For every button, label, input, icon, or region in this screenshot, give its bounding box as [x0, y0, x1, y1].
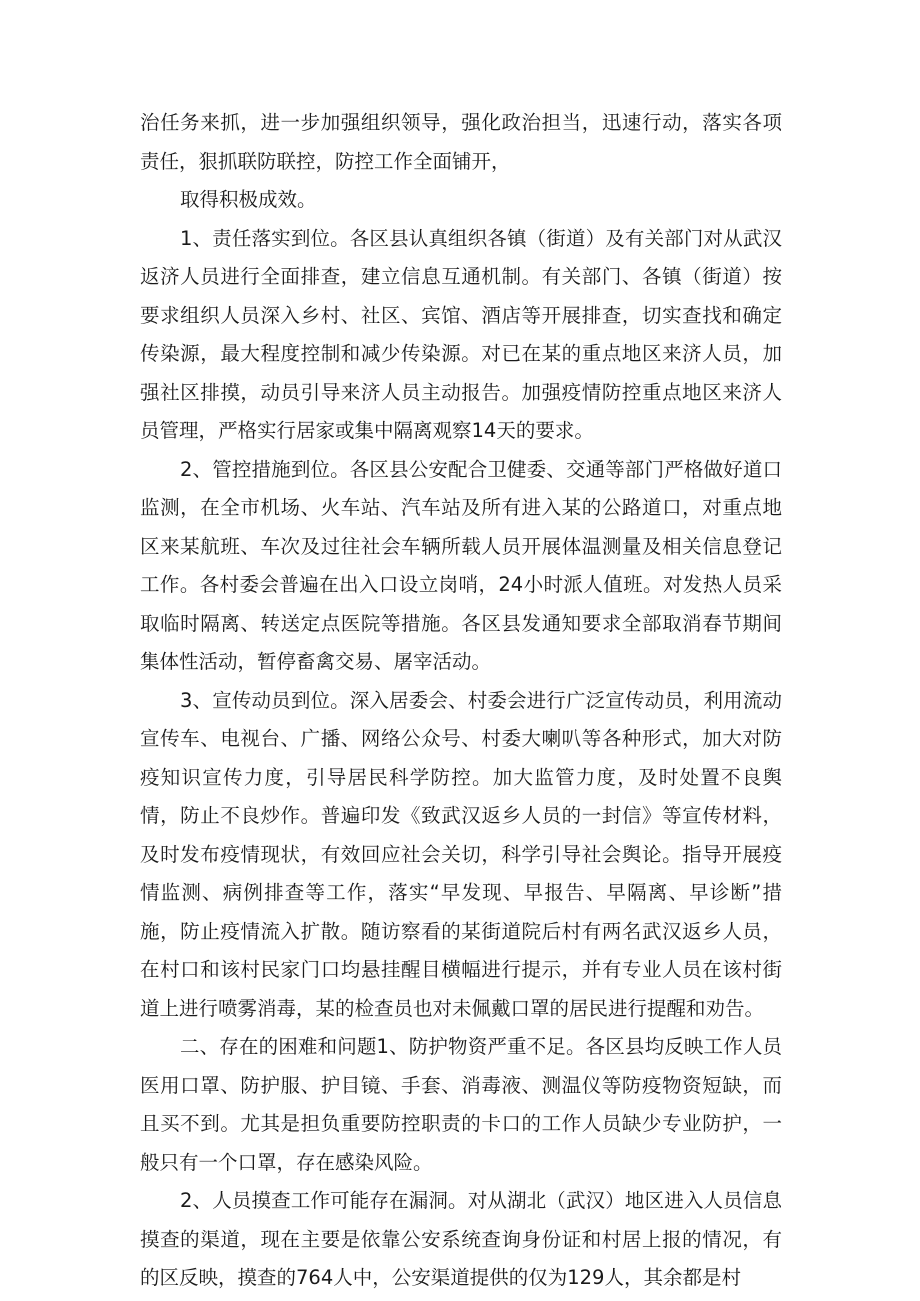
- paragraph-publicity: 3、宣传动员到位。深入居委会、村委会进行广泛宣传动员，利用流动宣传车、电视台、广播、网络公众号、村委大喇叭等各种形式，加大对防疫知识宣传力度，引导居民科学防控。加大监管力度，及时处置不良舆情，防止不良炒作。普遍印发《致武汉返乡人员的一封信》等宣传材料，及时发布疫情现状，有效回应社会关切，科学引导社会舆论。指导开展疫情监测、病例排查等工作，落实“早发现、早报告、早隔离、早诊断”措施，防止疫情流入扩散。随访察看的某街道院后村有两名武汉返乡人员，在村口和该村民家门口均悬挂醒目横幅进行提示，并有专业人员在该村街道上进行喷雾消毒，某的检查员也对未佩戴口罩的居民进行提醒和劝告。: [140, 688, 782, 1020]
- paragraph-personnel-check: 2、人员摸查工作可能存在漏洞。对从湖北（武汉）地区进入人员信息摸查的渠道，现在主要是依靠公安系统查询身份证和村居上报的情况，有的区反映，摸查的764人中，公安渠道提供的仅为129人，其余都是村: [140, 1189, 782, 1289]
- paragraph-difficulties: 二、存在的困难和问题1、防护物资严重不足。各区县均反映工作人员医用口罩、防护服、护目镜、手套、消毒液、测温仪等防疫物资短缺，而且买不到。尤其是担负重要防控职责的卡口的工作人员缺少专业防护，一般只有一个口罩，存在感染风险。: [140, 1035, 782, 1174]
- paragraph-results: 取得积极成效。: [180, 188, 317, 211]
- paragraph-responsibility: 1、责任落实到位。各区县认真组织各镇（街道）及有关部门对从武汉返济人员进行全面排查，建立信息互通机制。有关部门、各镇（街道）按要求组织人员深入乡村、社区、宾馆、酒店等开展排查，切实查找和确定传染源，最大程度控制和减少传染源。对已在某的重点地区来济人员，加强社区排摸，动员引导来济人员主动报告。加强疫情防控重点地区来济人员管理，严格实行居家或集中隔离观察14天的要求。: [140, 226, 782, 442]
- document-body: [140, 104, 782, 1298]
- paragraph-continuation: 治任务来抓，进一步加强组织领导，强化政治担当，迅速行动，落实各项责任，狠抓联防联控，防控工作全面铺开，: [140, 111, 782, 173]
- paragraph-control-measures: 2、管控措施到位。各区县公安配合卫健委、交通等部门严格做好道口监测，在全市机场、火车站、汽车站及所有进入某的公路道口，对重点地区来某航班、车次及过往社会车辆所载人员开展体温测量及相关信息登记工作。各村委会普遍在出入口设立岗哨，24小时派人值班。对发热人员采取临时隔离、转送定点医院等措施。各区县发通知要求全部取消春节期间集体性活动，暂停畜禽交易、屠宰活动。: [140, 457, 782, 673]
